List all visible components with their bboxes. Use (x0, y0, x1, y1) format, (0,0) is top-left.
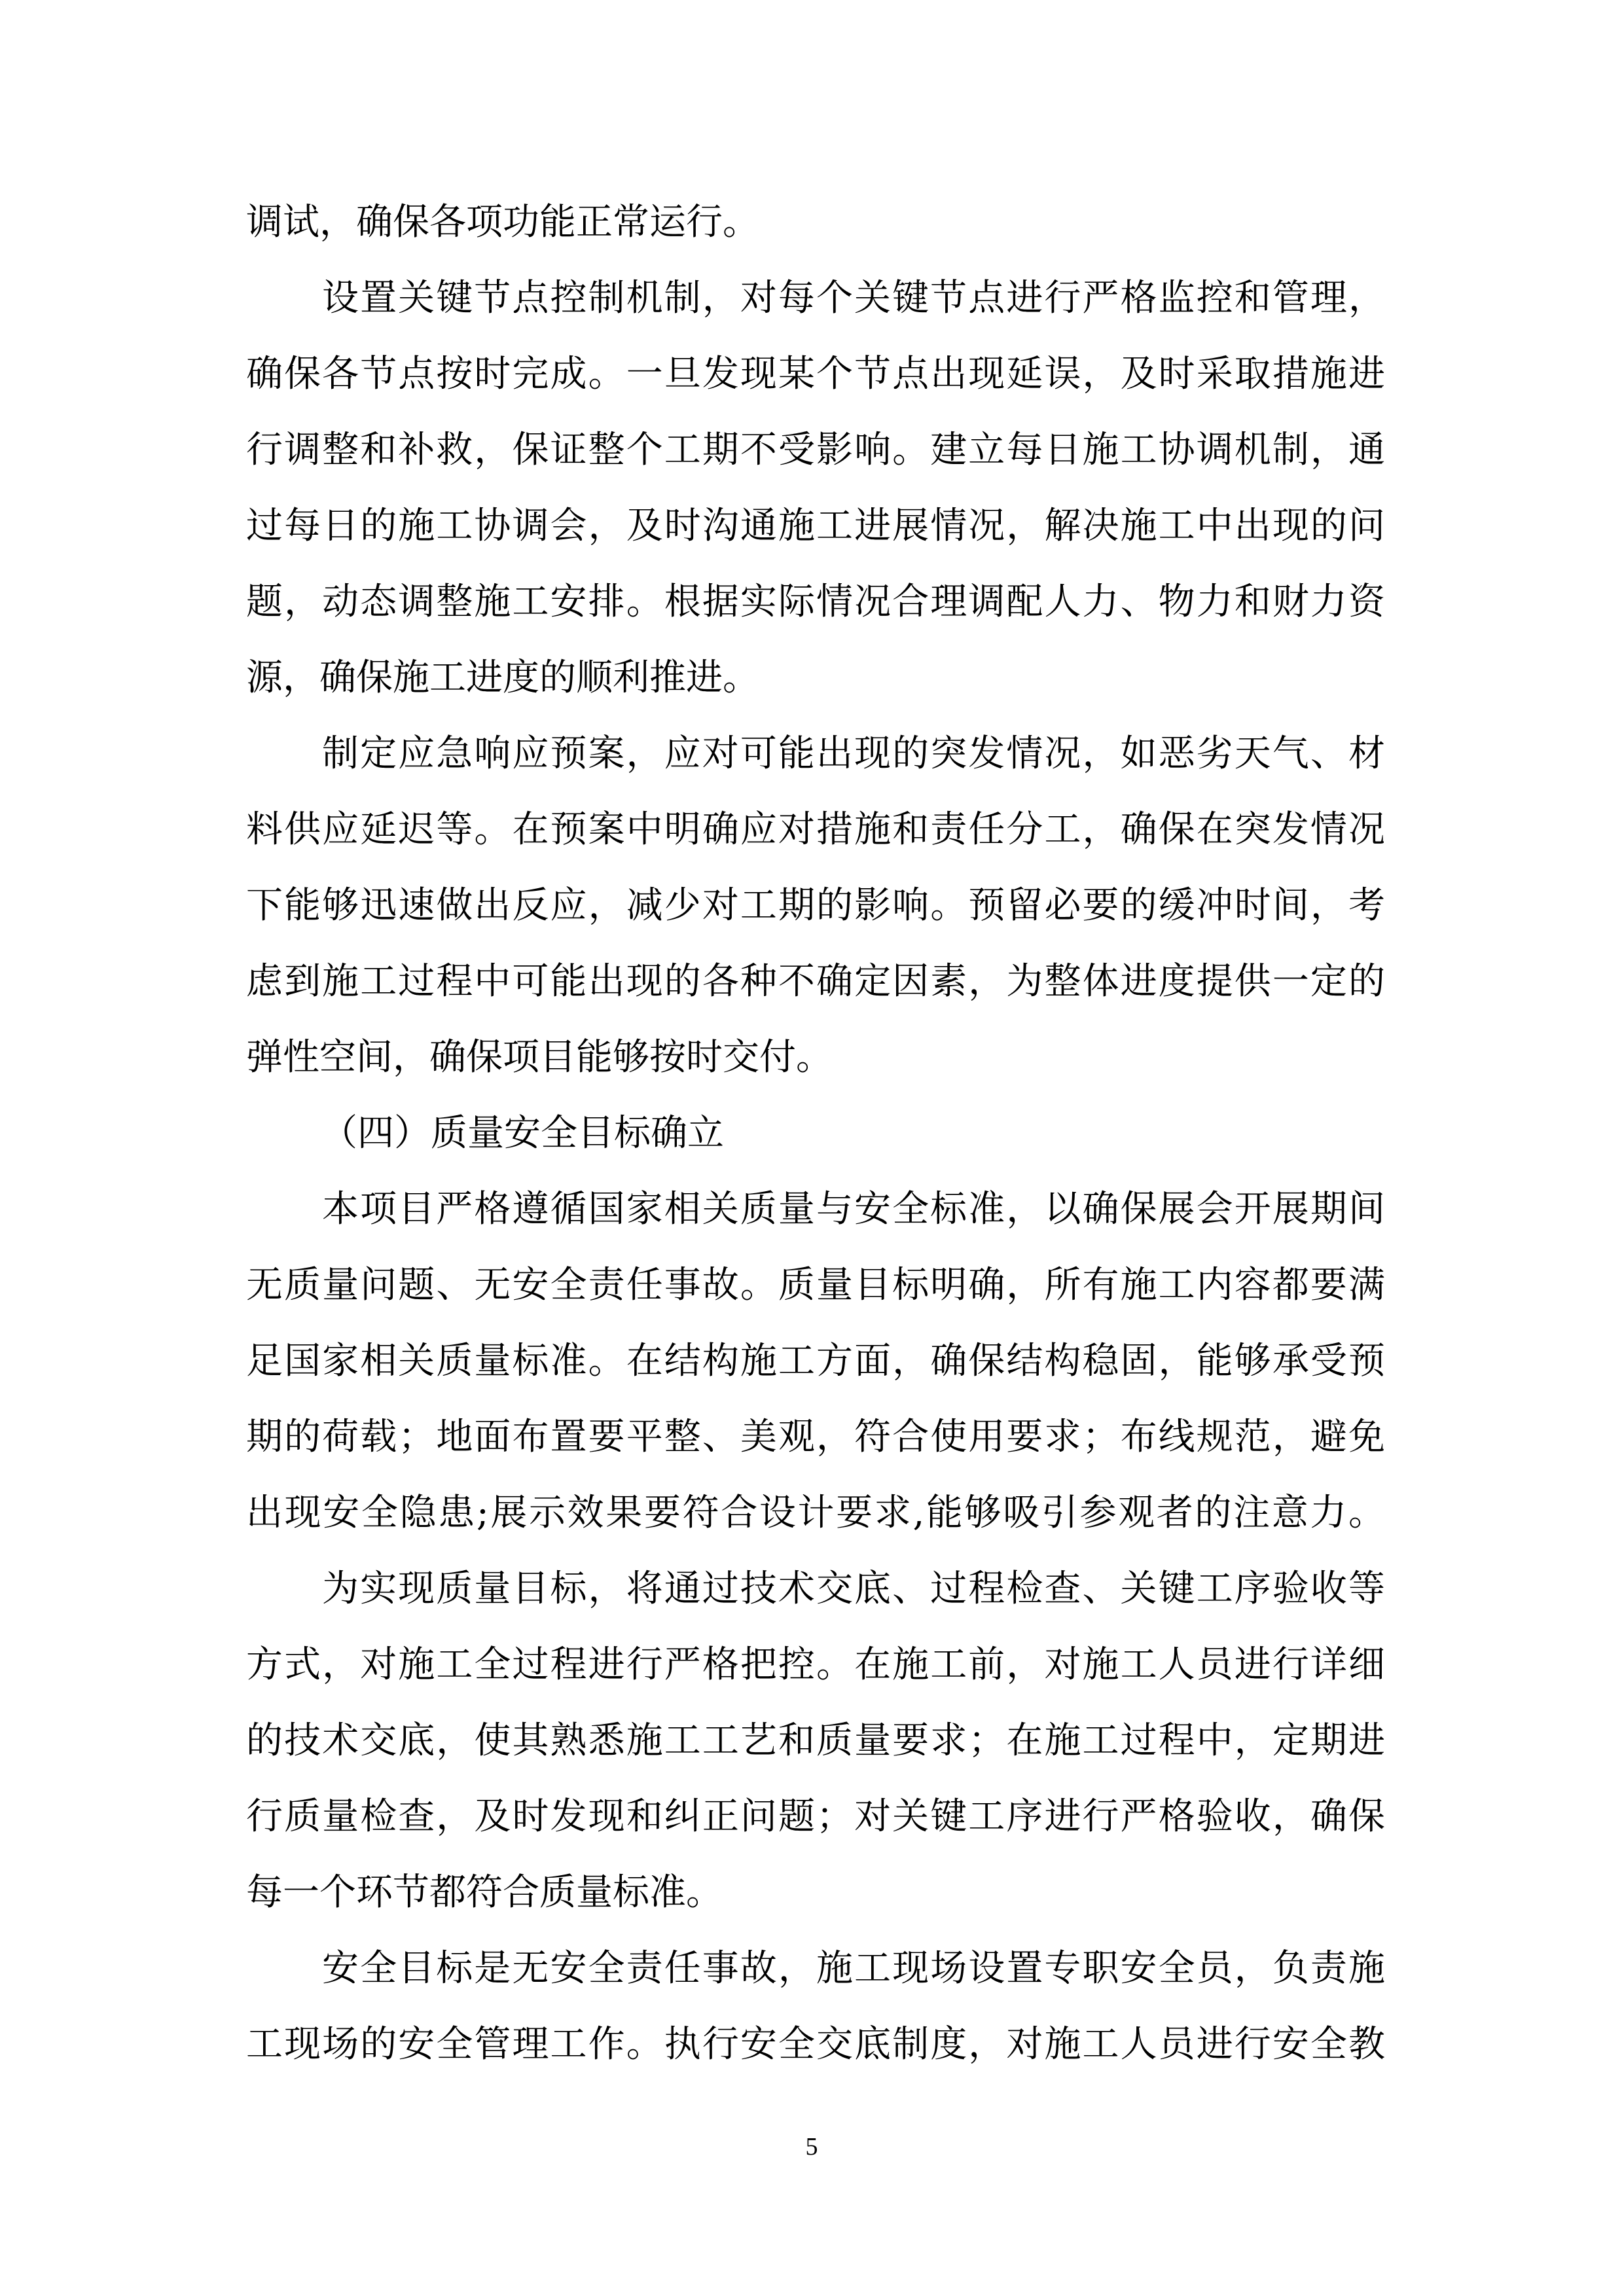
text-line: 工现场的安全管理工作。执行安全交底制度，对施工人员进行安全教 (246, 2023, 1385, 2066)
text-line: 足国家相关质量标准。在结构施工方面，确保结构稳固，能够承受预 (246, 1340, 1385, 1382)
text-line: 料供应延迟等。在预案中明确应对措施和责任分工，确保在突发情况 (246, 808, 1385, 851)
text-line: 为实现质量目标，将通过技术交底、过程检查、关键工序验收等 (322, 1568, 1385, 1610)
text-line: 的技术交底，使其熟悉施工工艺和质量要求；在施工过程中，定期进 (246, 1719, 1385, 1762)
section-heading: （四）质量安全目标确立 (321, 1112, 724, 1155)
text-line: 过每日的施工协调会，及时沟通施工进展情况，解决施工中出现的问 (246, 505, 1385, 547)
text-line: 设置关键节点控制机制，对每个关键节点进行严格监控和管理， (322, 277, 1385, 319)
text-line: 调试，确保各项功能正常运行。 (246, 201, 759, 243)
text-line: 安全目标是无安全责任事故，施工现场设置专职安全员，负责施 (322, 1947, 1385, 1990)
text-line: 期的荷载；地面布置要平整、美观，符合使用要求；布线规范，避免 (246, 1416, 1385, 1458)
text-line: 制定应急响应预案，应对可能出现的突发情况，如恶劣天气、材 (322, 732, 1385, 775)
text-line: 行质量检查，及时发现和纠正问题；对关键工序进行严格验收，确保 (246, 1795, 1385, 1838)
text-line: 方式，对施工全过程进行严格把控。在施工前，对施工人员进行详细 (246, 1643, 1385, 1686)
text-line: 本项目严格遵循国家相关质量与安全标准，以确保展会开展期间 (322, 1188, 1385, 1230)
text-line: 弹性空间，确保项目能够按时交付。 (246, 1036, 833, 1079)
page-number: 5 (805, 2133, 818, 2161)
text-line: 行调整和补救，保证整个工期不受影响。建立每日施工协调机制，通 (246, 429, 1385, 471)
text-line: 出现安全隐患;展示效果要符合设计要求,能够吸引参观者的注意力。 (246, 1492, 1385, 1534)
text-line: 下能够迅速做出反应，减少对工期的影响。预留必要的缓冲时间，考 (246, 884, 1385, 927)
text-line: 虑到施工过程中可能出现的各种不确定因素，为整体进度提供一定的 (246, 960, 1385, 1003)
text-line: 源，确保施工进度的顺利推进。 (246, 656, 759, 699)
text-line: 确保各节点按时完成。一旦发现某个节点出现延误，及时采取措施进 (246, 353, 1385, 395)
text-line: 题，动态调整施工安排。根据实际情况合理调配人力、物力和财力资 (246, 581, 1385, 623)
text-line: 无质量问题、无安全责任事故。质量目标明确，所有施工内容都要满 (246, 1264, 1385, 1306)
text-line: 每一个环节都符合质量标准。 (246, 1871, 723, 1914)
